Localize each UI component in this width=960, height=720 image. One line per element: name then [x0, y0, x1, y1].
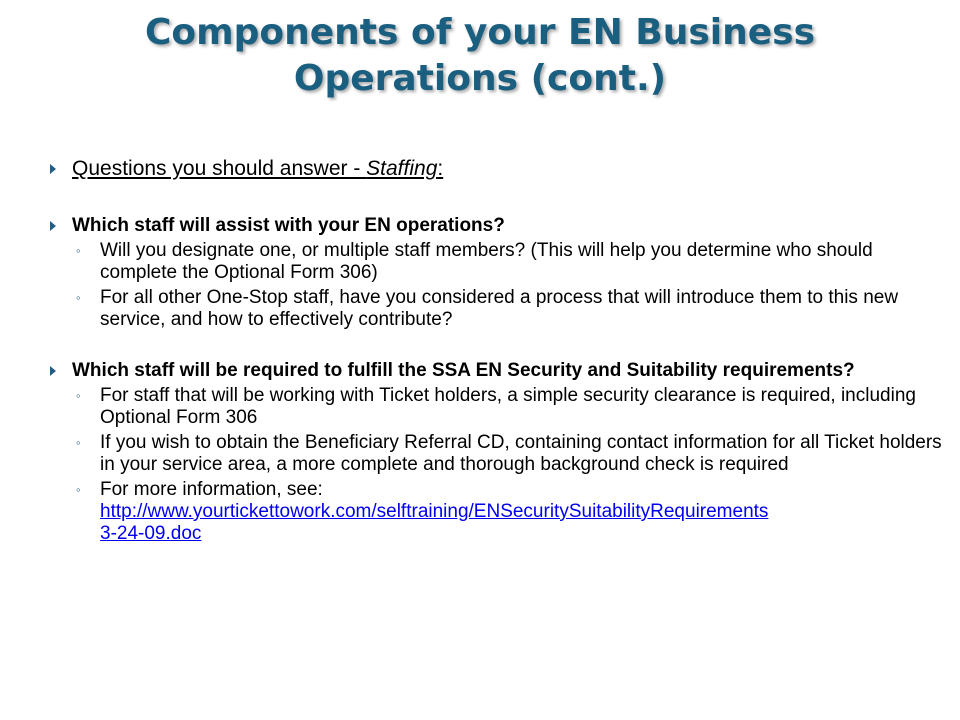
heading-suffix: : [437, 157, 444, 180]
question-2-item-3 [42, 479, 942, 545]
ring-bullet-icon: ◦ [76, 435, 81, 450]
slide-title [0, 10, 960, 102]
question-1-item-1 [42, 240, 942, 284]
slide-title-line2: Operations (cont.) [293, 58, 667, 99]
heading-prefix: Questions you should answer - [72, 157, 367, 180]
ring-bullet-icon: ◦ [76, 243, 81, 258]
question-2-item-2 [42, 432, 942, 476]
link-line-2[interactable]: 3-24-09.doc [100, 523, 202, 544]
heading-italic: Staffing [366, 157, 438, 180]
triangle-right-icon [50, 221, 56, 231]
question-1-text: Which staff will assist with your EN operations? [72, 215, 505, 236]
question-1-item-2 [42, 287, 942, 331]
ring-bullet-icon: ◦ [76, 388, 81, 403]
ring-bullet-icon: ◦ [76, 482, 81, 497]
question-1 [42, 215, 942, 237]
question-2-text: Which staff will be required to fulfill the SSA EN Security and Suitability requirements? [72, 360, 855, 381]
ring-bullet-icon: ◦ [76, 290, 81, 305]
questions-heading [42, 155, 942, 183]
more-info-label: For more information, see: [100, 479, 323, 500]
triangle-right-icon [50, 366, 56, 376]
question-2-item-1 [42, 385, 942, 429]
question-1-item-1-text: Will you designate one, or multiple staff members? (This will help you determine who should complete the Optional Form 306) [100, 240, 873, 283]
link-line-1[interactable]: http://www.yourtickettowork.com/selftraining/ENSecuritySuitabilityRequirements [100, 501, 769, 522]
question-2-item-2-text: If you wish to obtain the Beneficiary Referral CD, containing contact information for all Ticket holders in your service area, a more complete and thorough background check is required [100, 432, 942, 475]
security-requirements-link[interactable] [100, 501, 942, 545]
slide-body [42, 155, 942, 545]
question-2 [42, 360, 942, 382]
slide-title-line1: Components of your EN Business [144, 12, 816, 53]
triangle-right-icon [50, 164, 56, 174]
question-2-item-1-text: For staff that will be working with Ticket holders, a simple security clearance is required, including Optional Form 306 [100, 385, 916, 428]
question-1-item-2-text: For all other One-Stop staff, have you considered a process that will introduce them to this new service, and how to effectively contribute? [100, 287, 899, 330]
